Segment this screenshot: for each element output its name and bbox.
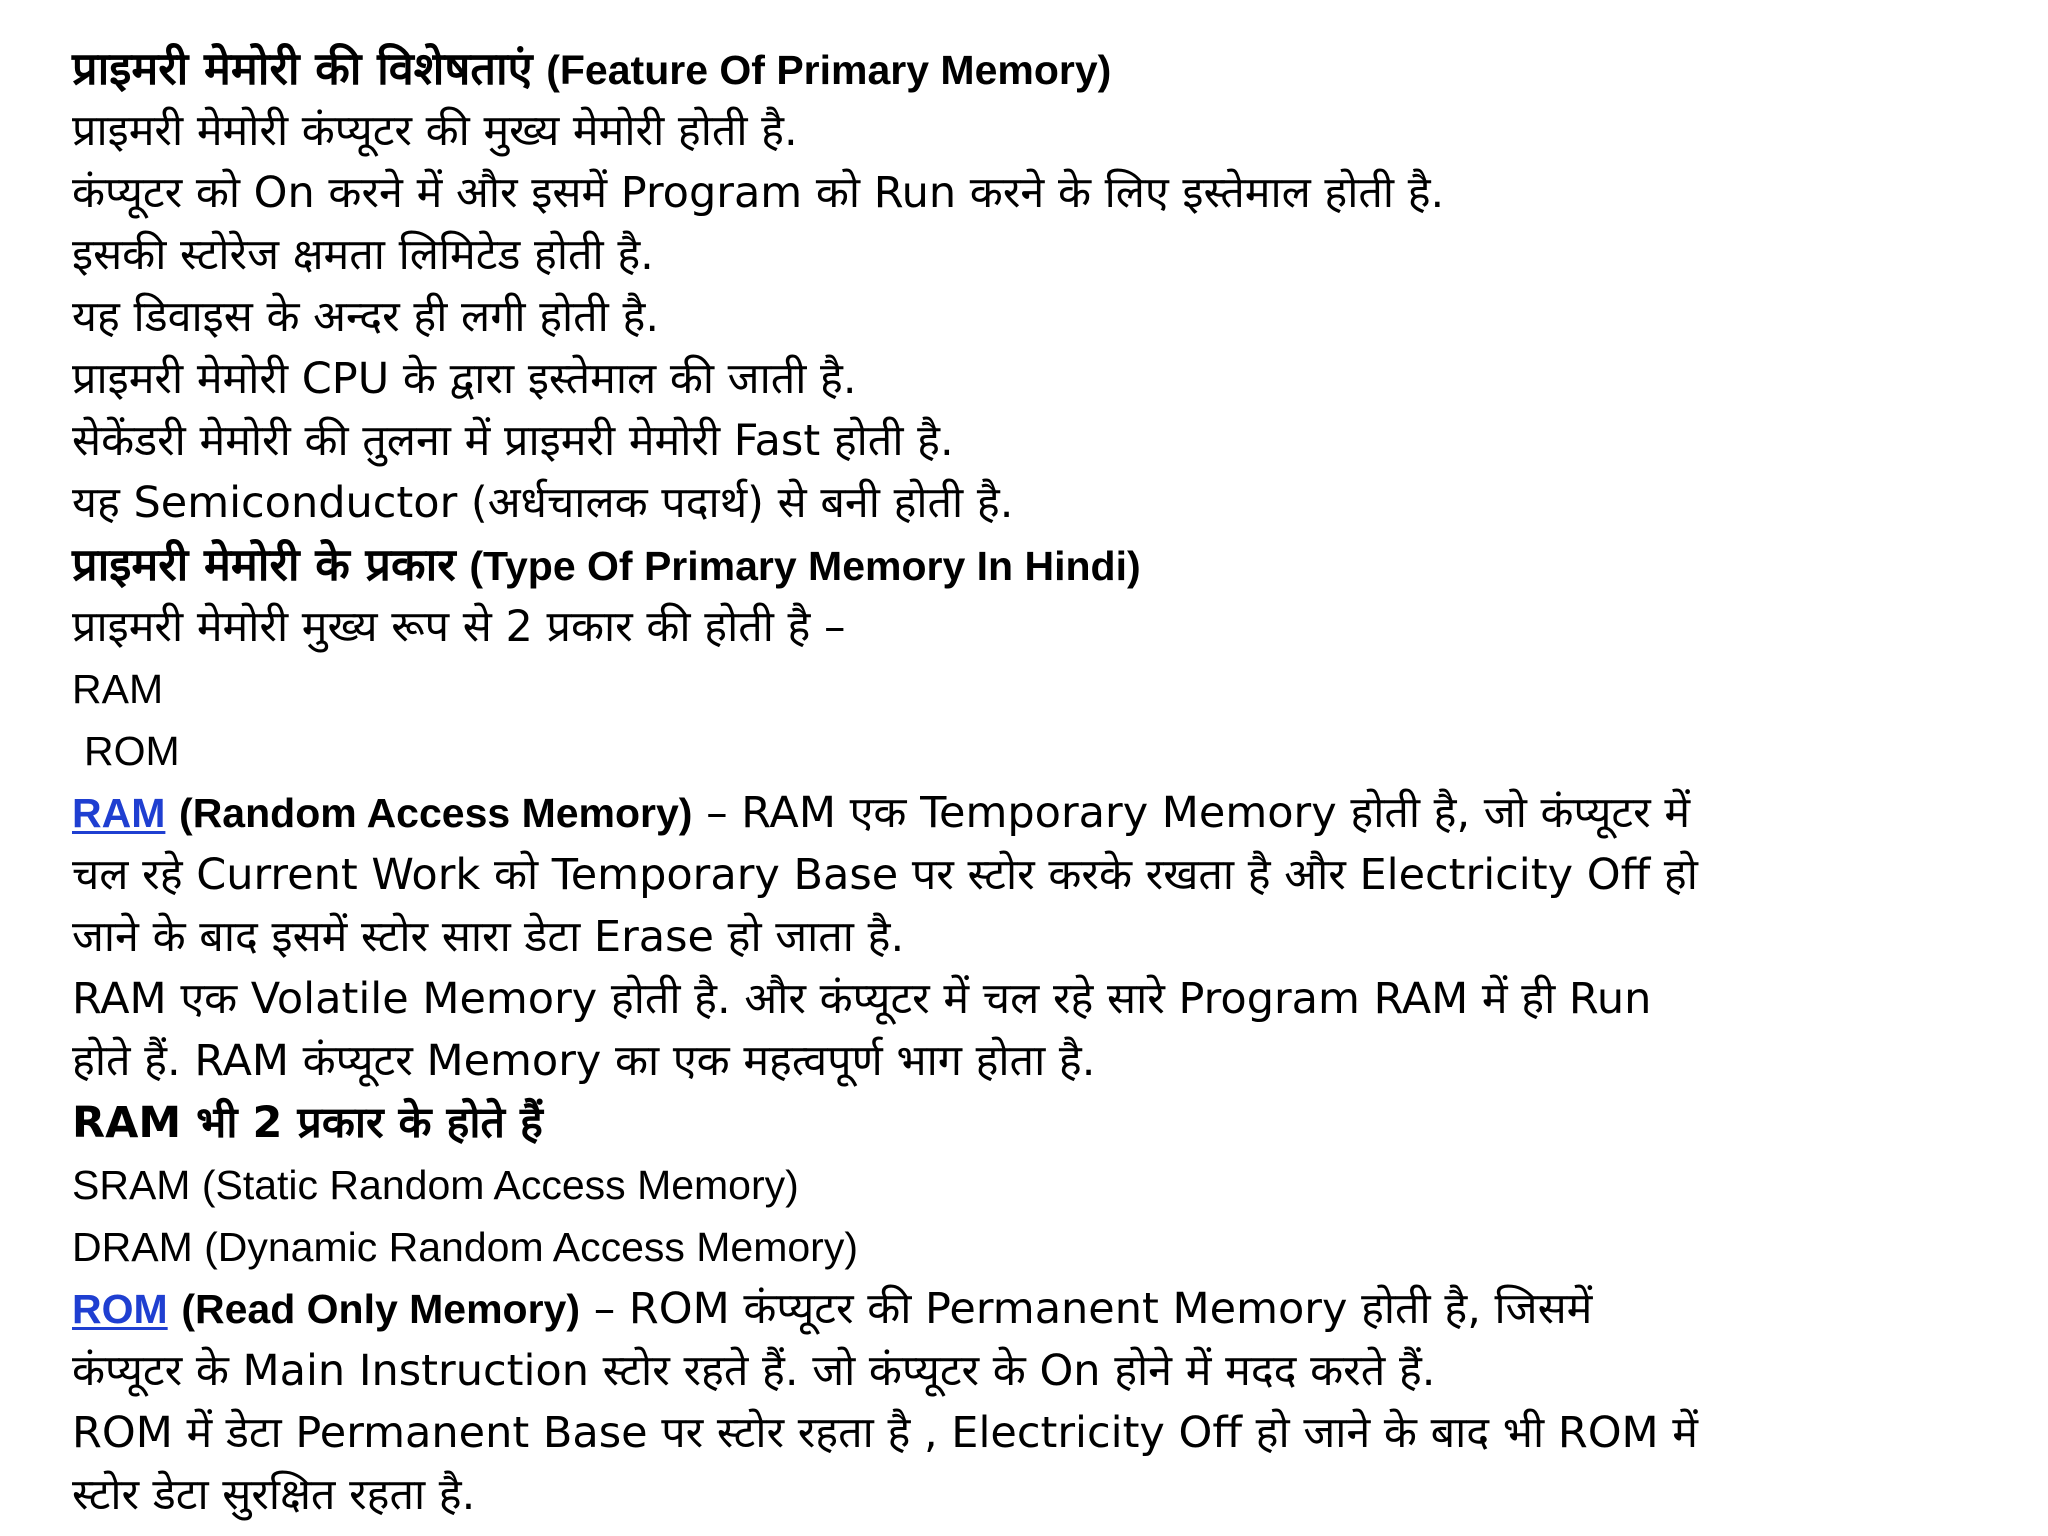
ram-line: RAM एक Volatile Memory होती है. और कंप्यूटर में चल रहे सारे Program RAM में ही Run [72, 974, 1652, 1024]
features-heading-english: (Feature Of Primary Memory) [546, 47, 1112, 93]
rom-line: स्टोर डेटा सुरक्षित रहता है. [72, 1470, 476, 1520]
types-heading-english: (Type Of Primary Memory In Hindi) [469, 543, 1141, 589]
type-item-rom: ROM [84, 728, 180, 774]
features-heading [72, 38, 2012, 100]
feature-line: यह डिवाइस के अन्दर ही लगी होती है. [72, 292, 659, 342]
feature-line: यह Semiconductor (अर्धचालक पदार्थ) से बनी होती है. [72, 478, 1014, 528]
ram-line: चल रहे Current Work को Temporary Base पर स्टोर करके रखता है और Electricity Off हो [72, 850, 1698, 900]
rom-line: कंप्यूटर के Main Instruction स्टोर रहते हैं. जो कंप्यूटर के On होने में मदद करते हैं. [72, 1346, 1436, 1396]
ram-type-dram: DRAM (Dynamic Random Access Memory) [72, 1224, 858, 1270]
document-body [72, 38, 2012, 1526]
ram-definition-line [72, 782, 2012, 844]
ram-line: होते हैं. RAM कंप्यूटर Memory का एक महत्वपूर्ण भाग होता है. [72, 1036, 1096, 1086]
ram-types-heading: RAM भी 2 प्रकार के होते हैं [72, 1098, 543, 1148]
type-item-ram: RAM [72, 666, 164, 712]
feature-line: सेकेंडरी मेमोरी की तुलना में प्राइमरी मेमोरी Fast होती है. [72, 416, 954, 466]
ram-type-sram: SRAM (Static Random Access Memory) [72, 1162, 799, 1208]
rom-link[interactable]: ROM [72, 1286, 168, 1332]
features-heading-hindi: प्राइमरी मेमोरी की विशेषताएं [72, 42, 533, 95]
feature-line: इसकी स्टोरेज क्षमता लिमिटेड होती है. [72, 230, 654, 280]
rom-title: (Read Only Memory) [181, 1286, 581, 1332]
types-intro: प्राइमरी मेमोरी मुख्य रूप से 2 प्रकार की होती है – [72, 602, 846, 652]
ram-definition-text: – RAM एक Temporary Memory होती है, जो कंप्यूटर में [706, 788, 1691, 838]
rom-definition-text: – ROM कंप्यूटर की Permanent Memory होती है, जिसमें [593, 1284, 1593, 1334]
ram-line: जाने के बाद इसमें स्टोर सारा डेटा Erase हो जाता है. [72, 912, 905, 962]
feature-line: प्राइमरी मेमोरी कंप्यूटर की मुख्य मेमोरी होती है. [72, 106, 798, 156]
types-heading-hindi: प्राइमरी मेमोरी के प्रकार [72, 538, 456, 591]
types-heading [72, 534, 2012, 596]
feature-line: प्राइमरी मेमोरी CPU के द्वारा इस्तेमाल की जाती है. [72, 354, 857, 404]
ram-title: (Random Access Memory) [179, 790, 693, 836]
rom-definition-line [72, 1278, 2012, 1340]
ram-link[interactable]: RAM [72, 790, 166, 836]
feature-line: कंप्यूटर को On करने में और इसमें Program को Run करने के लिए इस्तेमाल होती है. [72, 168, 1445, 218]
rom-line: ROM में डेटा Permanent Base पर स्टोर रहता है , Electricity Off हो जाने के बाद भी ROM में [72, 1408, 1699, 1458]
